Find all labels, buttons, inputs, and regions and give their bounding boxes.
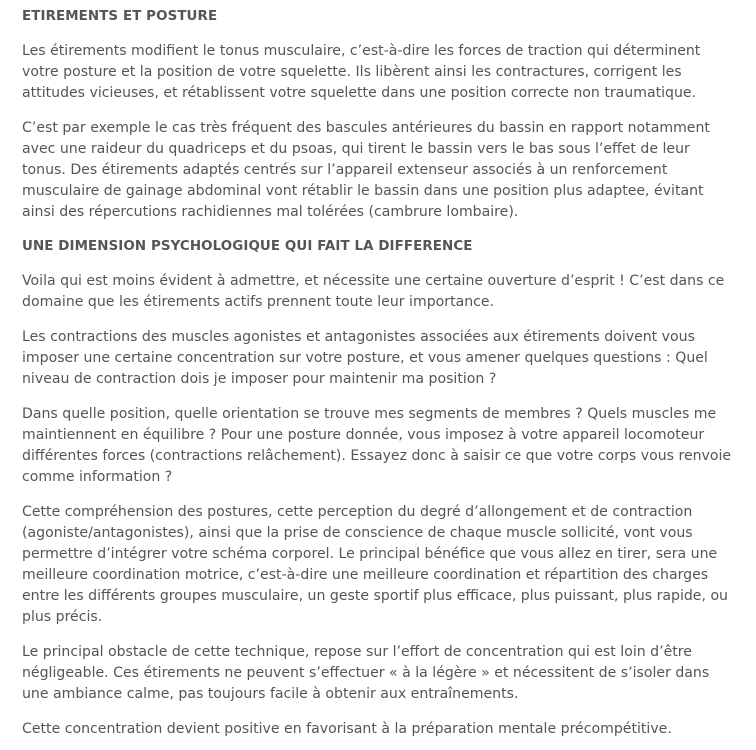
paragraph: Dans quelle position, quelle orientation se trouve mes segments de membres ? Quels muscles me maintiennent en équilibre ? Pour une posture donnée, vous imposez à votre appareil locomoteur différentes forces (contractions relâchement). Essayez donc à saisir ce que votre corps vous renvoie comme information ? bbox=[22, 406, 732, 485]
paragraph: Cette concentration devient positive en favorisant à la préparation mentale précompétitive. bbox=[22, 721, 672, 737]
paragraph: Les contractions des muscles agonistes et antagonistes associées aux étirements doivent vous imposer une certaine concentration sur votre posture, et vous amener quelques questions : Quel niveau de contraction dois je imposer pour maintenir ma position ? bbox=[22, 329, 708, 387]
paragraph: Voila qui est moins évident à admettre, et nécessite une certaine ouverture d’esprit ! C’est dans ce domaine que les étirements actifs prennent toute leur importance. bbox=[22, 273, 725, 310]
paragraph: Les étirements modifient le tonus musculaire, c’est-à-dire les forces de traction qui déterminent votre posture et la position de votre squelette. Ils libèrent ainsi les contractures, corrigent les attitudes vicieuses, et rétablissent votre squelette dans une position correcte non traumatique. bbox=[22, 43, 701, 101]
paragraph: C’est par exemple le cas très fréquent des bascules antérieures du bassin en rapport notamment avec une raideur du quadriceps et du psoas, qui tirent le bassin vers le bas sous l’effet de leur tonus. Des étirements adaptés centrés sur l’appareil extenseur associés à un renforcement musculaire de gainage abdominal vont rétablir le bassin dans une position plus adaptee, évitant ainsi des répercutions rachidiennes mal tolérées (cambrure lombaire). bbox=[22, 120, 710, 220]
section-heading-psychology: UNE DIMENSION PSYCHOLOGIQUE QUI FAIT LA DIFFERENCE bbox=[22, 239, 473, 254]
paragraph: Cette compréhension des postures, cette perception du degré d’allongement et de contraction (agoniste/antagonistes), ainsi que la prise de conscience de chaque muscle sollicité, vont vous permettre d’intégrer votre schéma corporel. Le principal bénéfice que vous allez en tirer, sera une meilleure coordination motrice, c’est-à-dire une meilleure coordination et répartition des charges entre les différents groupes musculaire, un geste sportif plus efficace, plus puissant, plus rapide, ou plus précis. bbox=[22, 504, 728, 625]
paragraph: Le principal obstacle de cette technique, repose sur l’effort de concentration qui est loin d’être négligeable. Ces étirements ne peuvent s’effectuer « à la légère » et nécessitent de s’isoler dans une ambiance calme, pas toujours facile à obtenir aux entraînements. bbox=[22, 644, 710, 702]
section-heading-posture: ETIREMENTS ET POSTURE bbox=[22, 9, 218, 24]
